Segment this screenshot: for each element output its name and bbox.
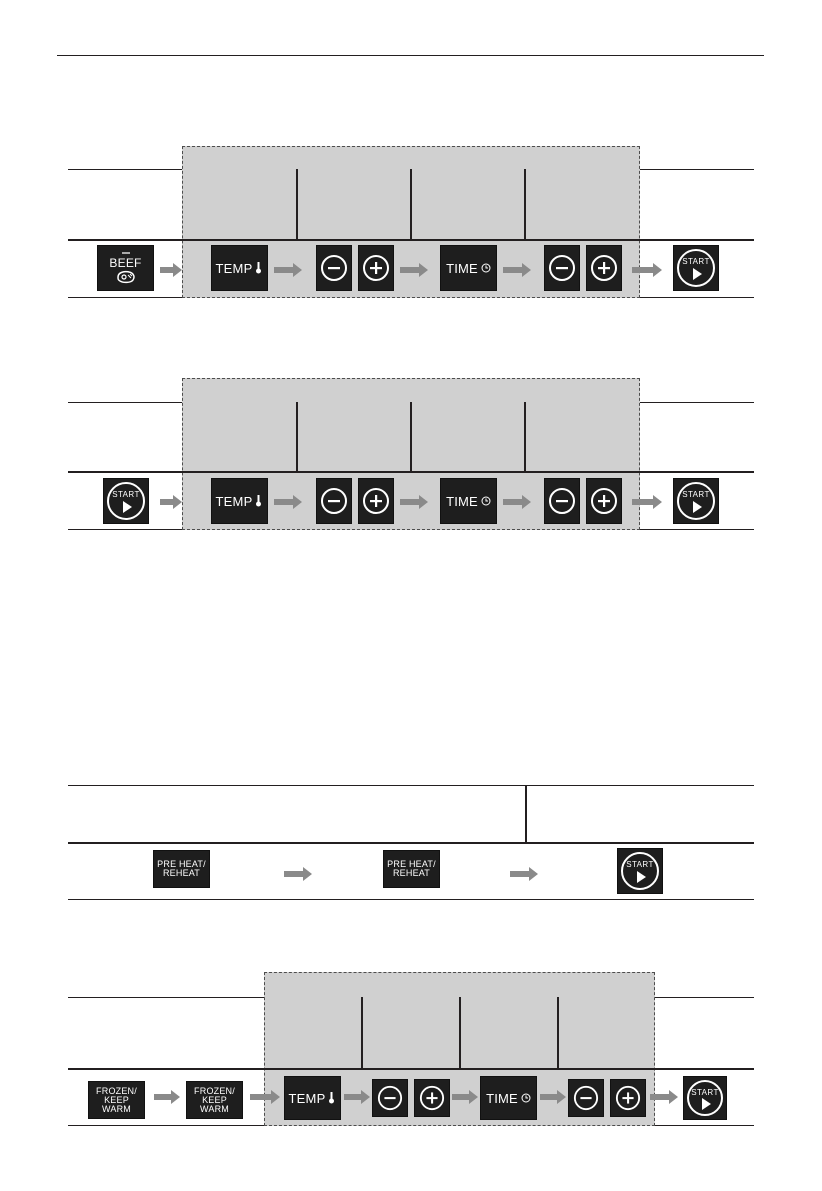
minus-icon [548, 254, 576, 282]
preheat-label-line1: PRE HEAT/ [157, 859, 206, 869]
table-1-col-sep [524, 169, 526, 239]
start-label: START [691, 1088, 719, 1097]
frozen-label-line1: FROZEN/ [96, 1085, 137, 1096]
temp-button[interactable] [284, 1076, 341, 1120]
beef-label: BEEF [109, 256, 142, 270]
play-icon [637, 871, 646, 883]
start-button[interactable] [673, 478, 719, 524]
right-arrow-icon [250, 1089, 280, 1105]
plus-icon [362, 487, 390, 515]
minus-button[interactable] [544, 245, 580, 291]
right-arrow-icon [632, 262, 662, 278]
thermometer-icon [255, 495, 263, 507]
time-label: TIME [486, 1090, 518, 1106]
table-2-divider [68, 471, 754, 473]
table-4-divider [68, 1068, 754, 1070]
time-button[interactable] [480, 1076, 537, 1120]
play-icon [702, 1098, 711, 1110]
plus-icon [615, 1085, 641, 1111]
start-ring [687, 1080, 723, 1116]
start-label: START [112, 490, 140, 499]
table-4-col-sep [361, 997, 363, 1068]
plus-icon [419, 1085, 445, 1111]
play-icon [693, 268, 702, 280]
minus-icon [320, 254, 348, 282]
indicator-icon [122, 252, 130, 254]
plus-button[interactable] [358, 478, 394, 524]
temp-button[interactable] [211, 478, 268, 524]
top-rule [57, 55, 764, 56]
clock-icon [481, 496, 491, 506]
plus-icon [590, 254, 618, 282]
start-ring [107, 482, 145, 520]
start-button[interactable] [617, 848, 663, 894]
plus-button[interactable] [610, 1079, 646, 1117]
temp-label: TEMP [215, 493, 253, 509]
right-arrow-icon [344, 1089, 370, 1105]
start-label: START [682, 490, 710, 499]
table-1-divider [68, 239, 754, 241]
right-arrow-icon [400, 262, 428, 278]
table-2-col-sep [296, 402, 298, 471]
play-icon [123, 501, 132, 513]
right-arrow-icon [540, 1089, 566, 1105]
right-arrow-icon [632, 494, 662, 510]
start-button[interactable] [683, 1076, 727, 1120]
temp-label: TEMP [215, 260, 253, 276]
right-arrow-icon [274, 262, 302, 278]
table-3-col-sep [525, 785, 527, 842]
minus-icon [573, 1085, 599, 1111]
plus-button[interactable] [586, 245, 622, 291]
clock-icon [521, 1093, 531, 1103]
minus-icon [377, 1085, 403, 1111]
table-3-divider [68, 842, 754, 844]
right-arrow-icon [452, 1089, 478, 1105]
time-label: TIME [446, 260, 478, 276]
beef-button[interactable] [97, 245, 154, 291]
preheat-label-line2: REHEAT [162, 868, 201, 878]
play-icon [693, 501, 702, 513]
thermometer-icon [255, 262, 263, 274]
plus-button[interactable] [414, 1079, 450, 1117]
beef-steak-icon [115, 270, 137, 284]
right-arrow-icon [284, 866, 312, 882]
preheat-reheat-button[interactable] [383, 850, 440, 888]
table-2-col-sep [524, 402, 526, 471]
minus-icon [320, 487, 348, 515]
minus-button[interactable] [544, 478, 580, 524]
table-4-col-sep [459, 997, 461, 1068]
start-label: START [682, 257, 710, 266]
time-label: TIME [446, 493, 478, 509]
minus-button[interactable] [568, 1079, 604, 1117]
start-label: START [626, 860, 654, 869]
minus-button[interactable] [316, 478, 352, 524]
plus-button[interactable] [358, 245, 394, 291]
right-arrow-icon [503, 262, 531, 278]
preheat-reheat-button[interactable] [153, 850, 210, 888]
table-1-col-sep [296, 169, 298, 239]
right-arrow-icon [400, 494, 428, 510]
right-arrow-icon [650, 1089, 678, 1105]
preheat-label-line1: PRE HEAT/ [387, 859, 436, 869]
right-arrow-icon [160, 262, 182, 278]
frozen-keep-warm-button[interactable] [88, 1081, 145, 1119]
minus-button[interactable] [372, 1079, 408, 1117]
time-button[interactable] [440, 245, 497, 291]
right-arrow-icon [154, 1089, 180, 1105]
plus-icon [590, 487, 618, 515]
start-button[interactable] [103, 478, 149, 524]
table-4-col-sep [557, 997, 559, 1068]
minus-icon [548, 487, 576, 515]
plus-icon [362, 254, 390, 282]
right-arrow-icon [274, 494, 302, 510]
frozen-label-line1: FROZEN/ [194, 1085, 235, 1096]
table-1-col-sep [410, 169, 412, 239]
start-ring [621, 852, 659, 890]
plus-button[interactable] [586, 478, 622, 524]
frozen-label-line2: KEEP WARM [102, 1094, 131, 1114]
clock-icon [481, 263, 491, 273]
start-button[interactable] [673, 245, 719, 291]
minus-button[interactable] [316, 245, 352, 291]
temp-label: TEMP [288, 1090, 326, 1106]
temp-button[interactable] [211, 245, 268, 291]
frozen-keep-warm-button[interactable] [186, 1081, 243, 1119]
right-arrow-icon [510, 866, 538, 882]
preheat-label-line2: REHEAT [392, 868, 431, 878]
table-2-col-sep [410, 402, 412, 471]
right-arrow-icon [160, 494, 182, 510]
thermometer-icon [328, 1092, 336, 1104]
right-arrow-icon [503, 494, 531, 510]
start-ring [677, 249, 715, 287]
start-ring [677, 482, 715, 520]
time-button[interactable] [440, 478, 497, 524]
frozen-label-line2: KEEP WARM [200, 1094, 229, 1114]
